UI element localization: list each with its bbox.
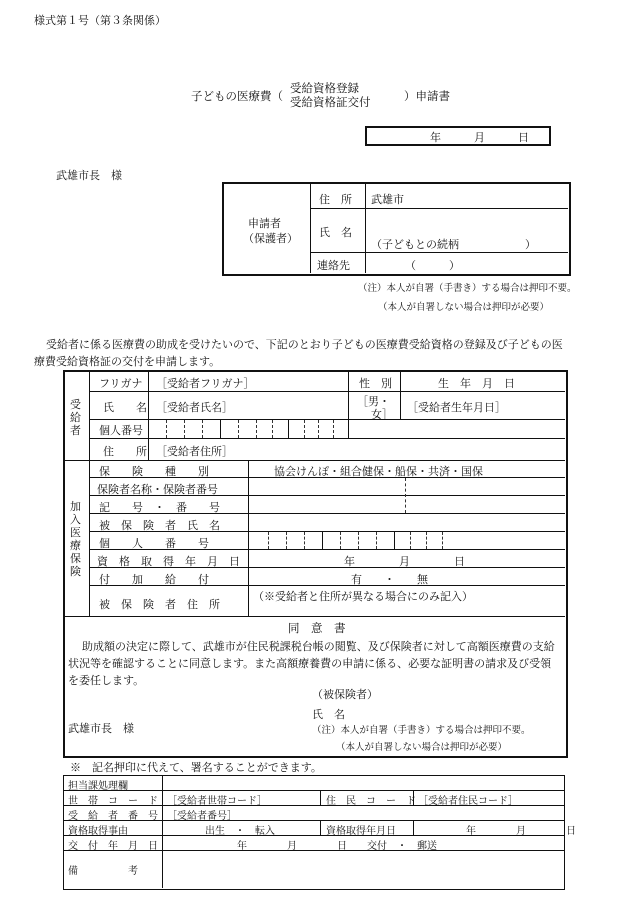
applicant-label: 申請者	[248, 217, 281, 230]
recipient-number-label: 受 給 者 番 号	[68, 811, 158, 822]
gender-label: 性 別	[359, 377, 392, 390]
additional-benefit-label: 付 加 給 付	[99, 573, 209, 586]
applicant-address-label: 住 所	[319, 193, 352, 206]
consent-line-2: 状況等を確認することに同意します。また高額療養費の申請に係る、必要な証明書の請求及び受領	[68, 657, 552, 670]
resident-code-label: 住 民 コ ー ド	[326, 796, 416, 807]
gender-value-male[interactable]: ［男・	[357, 395, 390, 408]
consent-insured-label: （被保険者）	[312, 688, 378, 701]
intro-line-1: 受給者に係る医療費の助成を受けたいので、下記のとおり子どもの医療費受給資格の登録及び子どもの医	[46, 338, 563, 351]
additional-benefit-value[interactable]: 有 ・ 無	[351, 573, 428, 586]
acquisition-date-value[interactable]: 年 月 日	[344, 555, 465, 568]
symbol-number-label: 記 号 ・ 番 号	[99, 501, 220, 514]
footnote: ※ 記名押印に代えて、署名することができます。	[70, 761, 322, 774]
recipient-section-label: 受給者	[70, 398, 81, 437]
insurance-type-label: 保 険 種 別	[99, 465, 209, 478]
date-day: 日	[518, 131, 529, 144]
issue-method[interactable]: 交付 ・ 郵送	[367, 841, 437, 852]
title-prefix: 子どもの医療費（	[191, 89, 283, 103]
applicant-contact-label: 連絡先	[317, 259, 350, 272]
applicant-contact-value[interactable]: （ ）	[405, 259, 460, 272]
consent-title: 同 意 書	[288, 621, 346, 635]
consent-name-label[interactable]: 氏 名	[312, 708, 345, 721]
applicant-name-label: 氏 名	[319, 226, 352, 239]
issue-date-value[interactable]: 年 月 日	[237, 841, 347, 852]
form-number: 様式第１号（第３条関係）	[34, 14, 166, 27]
consent-line-3: を委任します。	[68, 674, 145, 687]
furigana-label: フリガナ	[99, 377, 143, 390]
office-acquisition-date-value[interactable]: 年 月 日	[466, 826, 576, 837]
furigana-value[interactable]: ［受給者フリガナ］	[156, 377, 255, 390]
acquisition-reason-label: 資格取得事由	[68, 826, 128, 837]
acquisition-date-label: 資 格 取 得 年 月 日	[97, 555, 240, 568]
date-month: 月	[474, 131, 485, 144]
resident-code-value[interactable]: ［受給者住民コード］	[418, 796, 518, 807]
office-acquisition-date-label: 資格取得年月日	[326, 826, 396, 837]
remarks-label: 備 考	[68, 866, 138, 877]
household-code-label: 世 帯 コ ー ド	[68, 796, 158, 807]
office-header: 担当課処理欄	[68, 781, 128, 792]
consent-line-1: 助成額の決定に際して、武雄市が住民税課税台帳の閲覧、及び保険者に対して高額医療費の支給	[82, 640, 555, 653]
title-option-registration[interactable]: 受給資格登録	[290, 81, 359, 95]
personal-no-label: 個人番号	[99, 424, 143, 437]
applicant-address-value[interactable]: 武雄市	[371, 193, 404, 206]
recipient-number-value[interactable]: ［受給者番号］	[167, 811, 237, 822]
addressee: 武雄市長 様	[56, 169, 122, 182]
applicant-guardian-label: （保護者）	[243, 232, 298, 245]
recipient-address-value[interactable]: ［受給者住所］	[156, 445, 233, 458]
remarks-field[interactable]	[163, 851, 563, 887]
insured-address-note: （※受給者と住所が異なる場合にのみ記入）	[253, 590, 473, 603]
title-option-issuance[interactable]: 受給資格証交付	[290, 95, 371, 109]
intro-line-2: 療費受給資格証の交付を申請します。	[34, 355, 221, 368]
recipient-address-label: 住 所	[103, 445, 147, 458]
insurer-name-label: 保険者名称・保険者番号	[97, 483, 218, 496]
issue-date-label: 交 付 年 月 日	[68, 841, 158, 852]
birth-date-label: 生 年 月 日	[438, 377, 515, 390]
date-year: 年	[430, 131, 441, 144]
name-label: 氏 名	[103, 401, 147, 414]
name-value[interactable]: ［受給者氏名］	[156, 401, 233, 414]
consent-addressee: 武雄市長 様	[68, 722, 134, 735]
consent-note-1: （注）本人が自署（手書き）する場合は押印不要。	[312, 725, 531, 736]
insured-address-label: 被 保 険 者 住 所	[99, 598, 220, 611]
household-code-value[interactable]: ［受給者世帯コード］	[167, 796, 267, 807]
insurance-type-value[interactable]: 協会けんぽ・組合健保・船保・共済・国保	[274, 465, 483, 478]
insured-name-label: 被 保 険 者 氏 名	[99, 519, 220, 532]
insured-personal-no-label: 個 人 番 号	[99, 537, 209, 550]
consent-note-2: （本人が自署しない場合は押印が必要）	[336, 742, 508, 753]
birth-value[interactable]: ［受給者生年月日］	[407, 401, 506, 414]
acquisition-reason-value[interactable]: 出生 ・ 転入	[205, 826, 275, 837]
title-suffix: ）申請書	[404, 89, 450, 103]
gender-value-female[interactable]: 女］	[371, 408, 393, 421]
applicant-note-2: （本人が自署しない場合は押印が必要）	[378, 302, 550, 313]
insurance-section-label: 加入医療保険	[70, 500, 81, 578]
applicant-note-1: （注）本人が自署（手書き）する場合は押印不要。	[358, 283, 577, 294]
applicant-relation[interactable]: （子どもとの続柄 ）	[371, 238, 536, 251]
